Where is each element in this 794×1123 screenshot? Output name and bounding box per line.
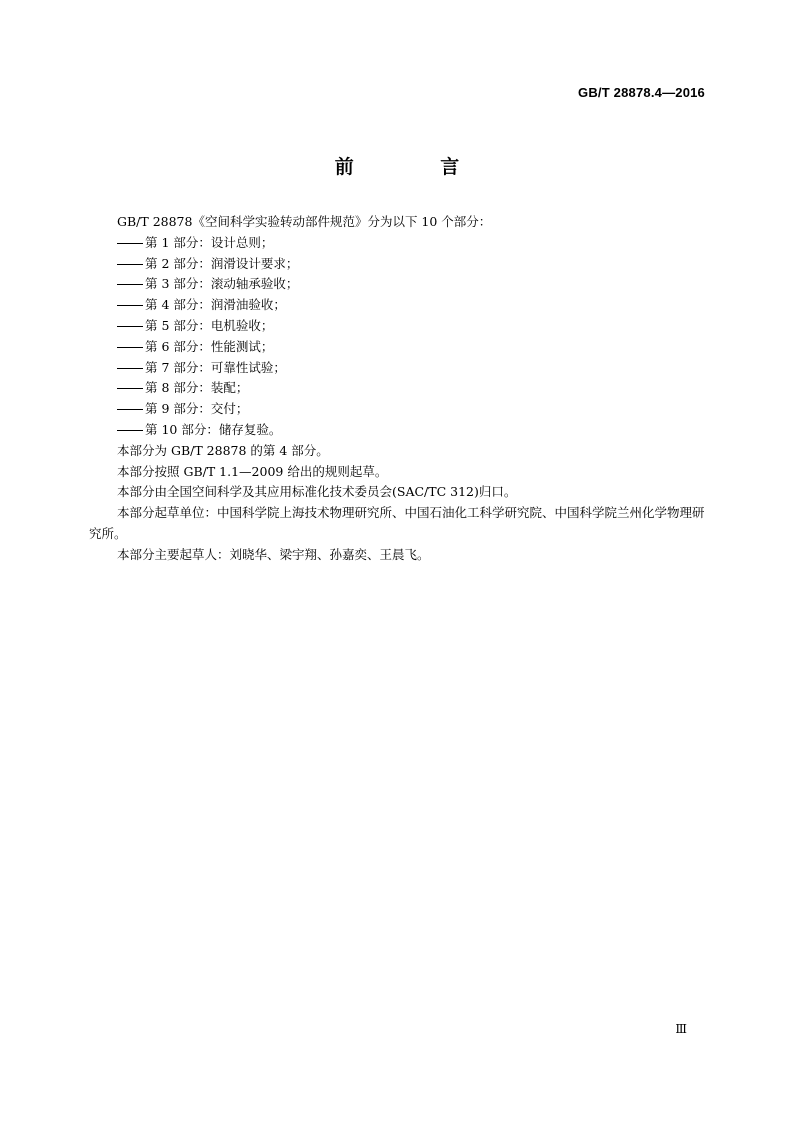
- drafters-statement: 本部分主要起草人：刘晓华、梁宇翔、孙嘉奕、王晨飞。: [117, 546, 430, 562]
- em-dash: [117, 337, 145, 358]
- this-part-statement: 本部分为 GB/T 28878 的第 4 部分。: [117, 442, 329, 458]
- page-title: 前 言: [334, 156, 500, 178]
- drafting-units-statement: 本部分起草单位：中国科学院上海技术物理研究所、中国石油化工科学研究院、中国科学院兰州化学物理研究所。: [89, 505, 705, 541]
- part-list-item: 第 4 部分：润滑油验收；: [89, 295, 709, 316]
- em-dash: [117, 254, 145, 275]
- em-dash: [117, 378, 145, 399]
- em-dash: [117, 233, 145, 254]
- em-dash: [117, 358, 145, 379]
- part-list-item: 第 10 部分：储存复验。: [89, 420, 709, 441]
- responsibility-statement: 本部分由全国空间科学及其应用标准化技术委员会(SAC/TC 312)归口。: [117, 484, 517, 500]
- part-list-item: 第 6 部分：性能测试；: [89, 337, 709, 358]
- em-dash: [117, 420, 145, 441]
- part-list-item: 第 9 部分：交付；: [89, 399, 709, 420]
- em-dash: [117, 399, 145, 420]
- part-list-item: 第 7 部分：可靠性试验；: [89, 358, 709, 379]
- intro-paragraph: GB/T 28878《空间科学实验转动部件规范》分为以下 10 个部分：: [117, 214, 492, 229]
- standard-code: GB/T 28878.4—2016: [578, 85, 705, 100]
- em-dash: [117, 295, 145, 316]
- part-list-item: 第 5 部分：电机验收；: [89, 316, 709, 337]
- part-list-item: 第 8 部分：装配；: [89, 378, 709, 399]
- part-list-item: 第 1 部分：设计总则；: [89, 233, 709, 254]
- part-list-item: 第 2 部分：润滑设计要求；: [89, 254, 709, 275]
- em-dash: [117, 316, 145, 337]
- preface-body: [89, 212, 709, 566]
- em-dash: [117, 274, 145, 295]
- part-list-item: 第 3 部分：滚动轴承验收；: [89, 274, 709, 295]
- drafting-rules-statement: 本部分按照 GB/T 1.1—2009 给出的规则起草。: [117, 463, 388, 479]
- page-number: Ⅲ: [675, 1022, 687, 1036]
